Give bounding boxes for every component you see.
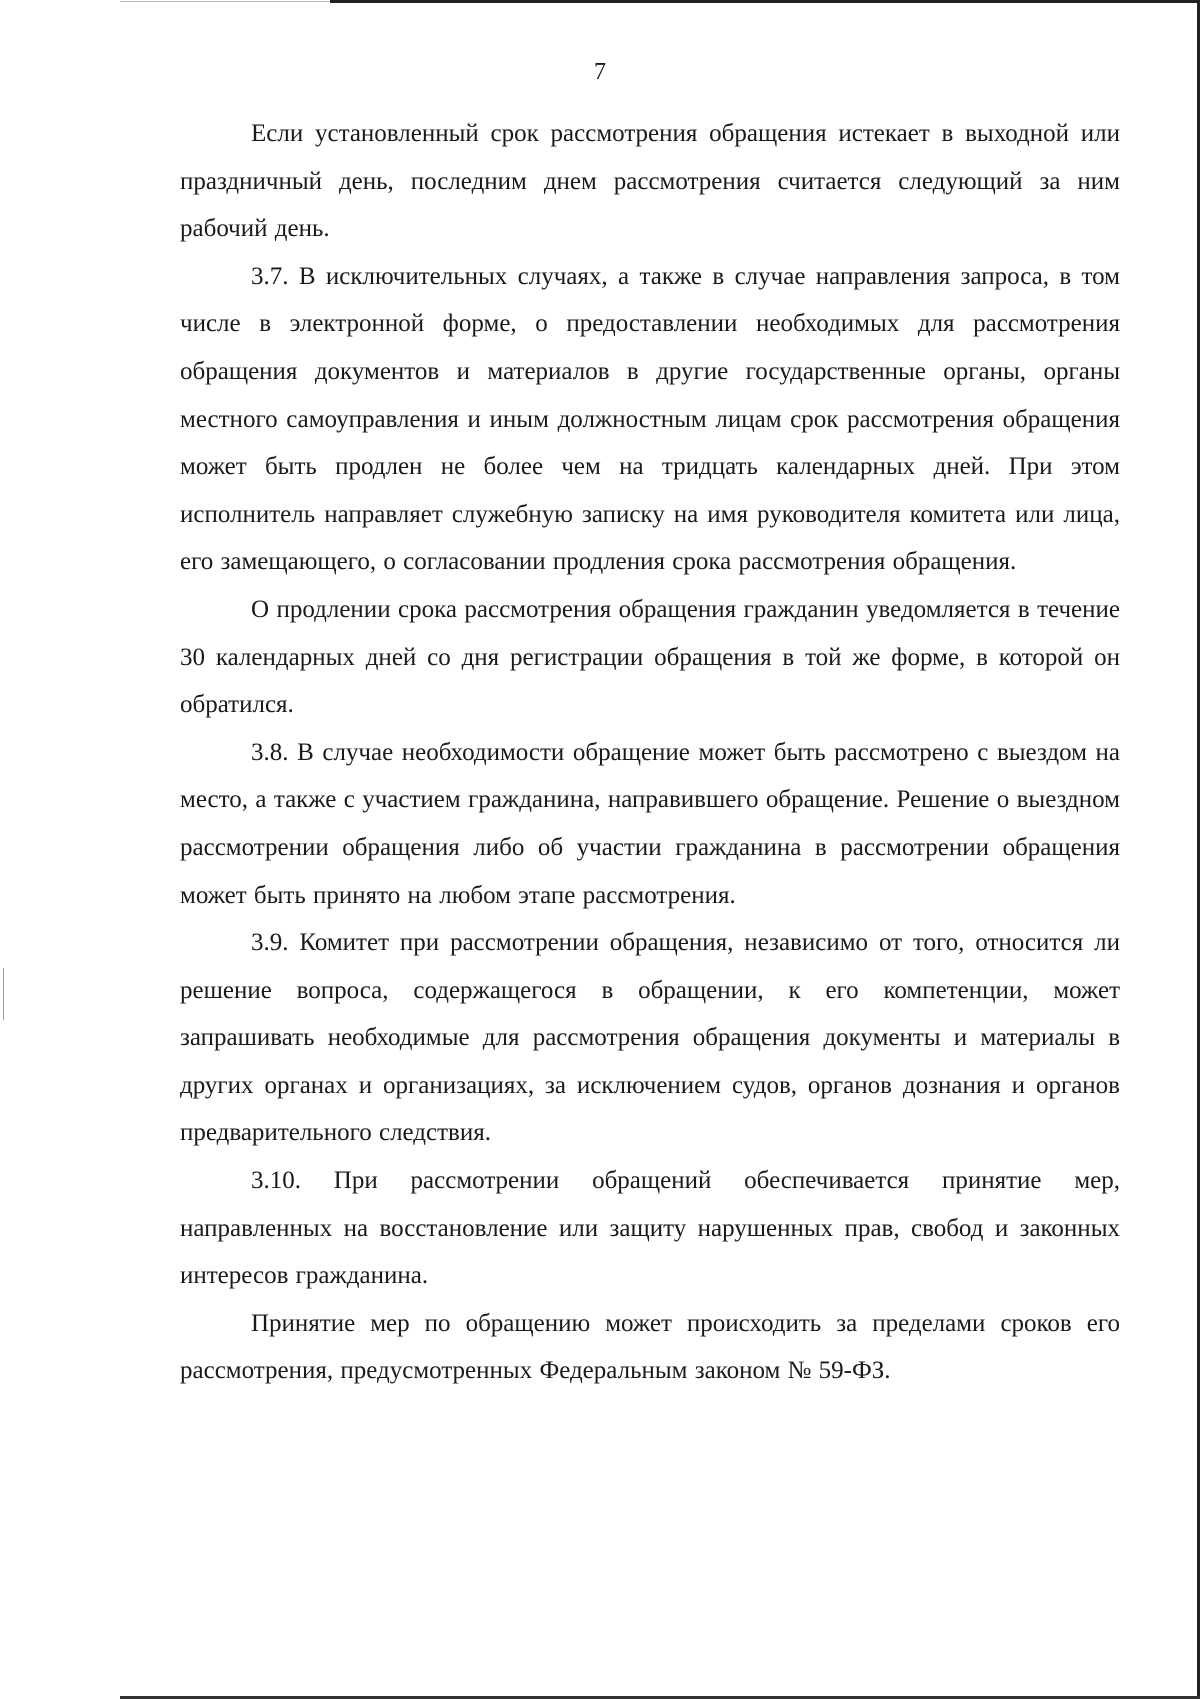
paragraph-extension-notice: О продлении срока рассмотрения обращения гражданин уведомляется в течение 30 календарных дней со дня регистрации обращения в той же форме, в которой он обратился. [180,595,1120,719]
paragraph-3-10-measures: 3.10. При рассмотрении обращений обеспечивается принятие мер, направленных на восстановление или защиту нарушенных прав, свобод и законных интересов гражданина. [180,1167,1120,1290]
page-number: 7 [594,59,606,85]
paragraph-3-7-extension: 3.7. В исключительных случаях, а также в случае направления запроса, в том числе в электронной форме, о предоставлении необходимых для рассмотрения обращения документов и материалов в другие государственные органы, органы местного самоуправления и иным должностным лицам срок рассмотрения обращения может быть продлен не более чем на тридцать календарных дней. При этом исполнитель направляет служебную записку на имя руководителя комитета или лица, его замещающего, о согласовании продления срока рассмотрения обращения. [180,262,1120,576]
document-body [180,110,1120,1395]
paragraph-3-9-requests: 3.9. Комитет при рассмотрении обращения, независимо от того, относится ли решение вопроса, содержащегося в обращении, к его компетенции, может запрашивать необходимые для рассмотрения обращения документы и материалы в других органах и организациях, за исключением судов, органов дознания и органов предварительного следствия. [180,929,1120,1147]
paragraph-measures-beyond-deadline: Принятие мер по обращению может происходить за пределами сроков его рассмотрения, предусмотренных Федеральным законом № 59-ФЗ. [180,1309,1120,1385]
scan-mark-left [3,968,4,1020]
scan-edge-top [330,0,1200,3]
paragraph-3-8-onsite: 3.8. В случае необходимости обращение может быть рассмотрено с выездом на место, а также с участием гражданина, направившего обращение. Решение о выездном рассмотрении обращения либо об участии гражданина в рассмотрении обращения может быть принято на любом этапе рассмотрения. [180,738,1120,909]
scan-edge-top-faint [120,1,330,2]
paragraph-deadline-weekend: Если установленный срок рассмотрения обращения истекает в выходной или праздничный день, последним днем рассмотрения считается следующий за ним рабочий день. [180,120,1120,243]
